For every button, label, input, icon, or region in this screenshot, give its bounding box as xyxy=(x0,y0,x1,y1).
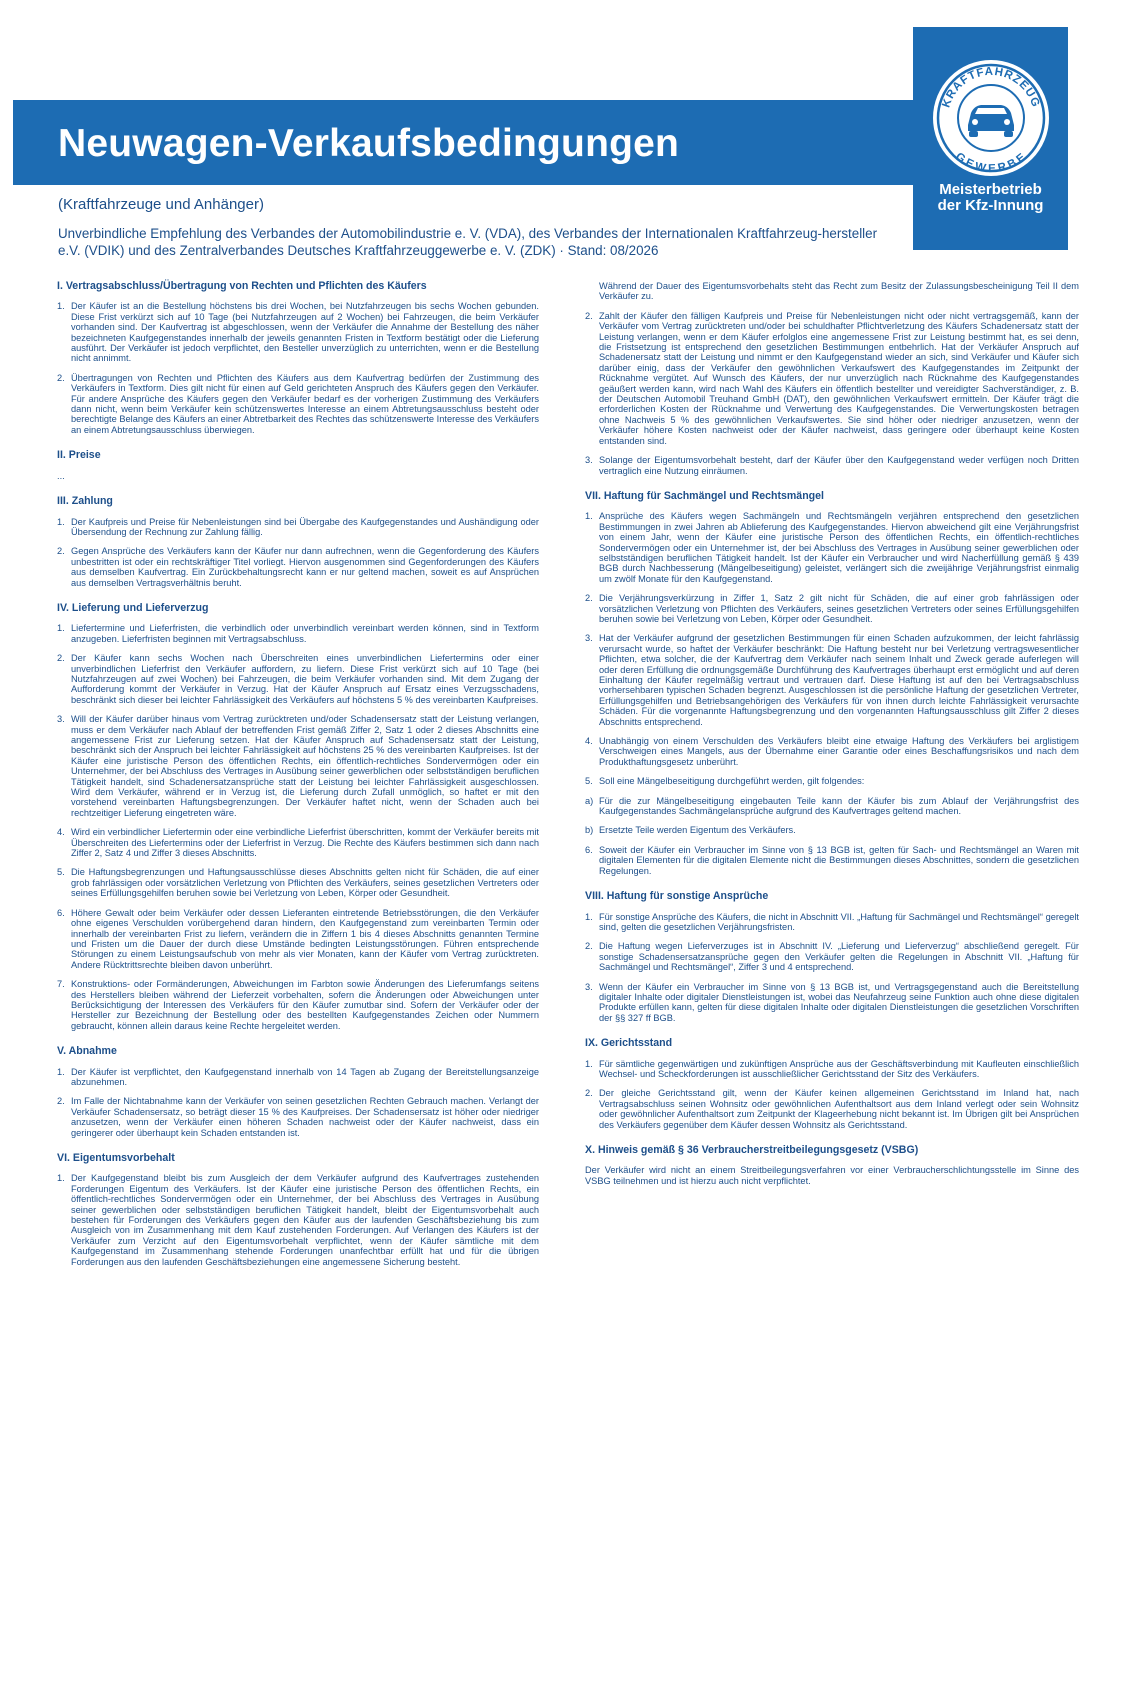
list-item: 1. Der Kaufpreis und Preise für Nebenleistungen sind bei Übergabe des Kaufgegenstandes und Aushändigung oder Übersendung der Rechnung zur Zahlung fällig. xyxy=(57,516,539,537)
left-column xyxy=(57,281,539,1282)
section-1 xyxy=(57,281,539,435)
section-6 xyxy=(57,1153,539,1267)
list-item: 2. Der gleiche Gerichtsstand gilt, wenn der Käufer keinen allgemeinen Gerichtsstand im Inland hat, nach Vertragsabschluss seinen Wohnsitz oder gewöhnlichen Aufenthaltsort aus dem Inland verlegt oder sein Wohnsitz oder gewöhnlicher Aufenthaltsort zum Zeitpunkt der Klageerhebung nicht bekannt ist. Im Übrigen gilt bei Ansprüchen des Verkäufers gegenüber dem Käufer dessen Wohnsitz als Gerichtsstand. xyxy=(585,1088,1079,1130)
list-item: Während der Dauer des Eigentumsvorbehalts steht das Recht zum Besitz der Zulassungsbescheinigung Teil II dem Verkäufer zu. xyxy=(599,281,1079,302)
section-heading: IX. Gerichtsstand xyxy=(585,1037,673,1050)
section-heading: VII. Haftung für Sachmängel und Rechtsmängel xyxy=(585,489,824,502)
list-item: 2. Im Falle der Nichtabnahme kann der Verkäufer von seinen gesetzlichen Rechten Gebrauch machen. Verlangt der Verkäufer Schadensersatz, so beträgt dieser 15 % des Kaufpreises. Der Schadensersatz ist höher oder niedriger anzusetzen, wenn der Verkäufer einen höheren Schaden nachweist oder der Käufer nachweist, dass ein geringerer oder überhaupt kein Schaden entstanden ist. xyxy=(57,1096,539,1138)
list-item: 2. Zahlt der Käufer den fälligen Kaufpreis und Preise für Nebenleistungen nicht oder nicht vertragsgemäß, kann der Verkäufer vom Vertrag zurücktreten und/oder bei schuldhafter Pflichtverletzung des Käufers Schadenersatz statt der Leistung verlangen, wenn er dem Käufer erfolglos eine angemessene Frist zur Leistung bestimmt hat, es sei denn, die Fristsetzung ist entsprechend den gesetzlichen Bestimmungen entbehrlich. Hat der Verkäufer Anspruch auf Schadenersatz statt der Leistung und nimmt er den Kaufgegenstand wieder an sich, sind Verkäufer und Käufer sich darüber einig, dass der Verkäufer den gewöhnlichen Verkaufswert des Kaufgegenstandes im Zeitpunkt der Rücknahme vergütet. Auf Wunsch des Käufers, der nur unverzüglich nach Rücknahme des Kaufgegenstandes geäußert werden kann, wird nach Wahl des Käufers ein öffentlich bestellter und vereidigter Sachverständiger, z. B. der Deutschen Automobil Treuhand GmbH (DAT), den gewöhnlichen Verkaufswert ermitteln. Der Käufer trägt die erforderlichen Kosten der Rücknahme und Verwertung des Kaufgegenstandes. Die Verwertungskosten betragen ohne Nachweis 5 % des gewöhnlichen Verkaufswertes. Sie sind höher oder niedriger anzusetzen, wenn der Verkäufer höhere Kosten nachweist oder der Käufer nachweist, dass geringere oder überhaupt keine Kosten entstanden sind. xyxy=(585,310,1079,446)
list-item: 1. Für sonstige Ansprüche des Käufers, die nicht in Abschnitt VII. „Haftung für Sachmängel und Rechtsmängel“ geregelt sind, gelten die gesetzlichen Verjährungsfristen. xyxy=(585,911,1079,932)
list-item: 4. Unabhängig von einem Verschulden des Verkäufers bleibt eine etwaige Haftung des Verkäufers bei arglistigem Verschweigen eines Mangels, aus der Übernahme einer Garantie oder eines Beschaffungsrisikos und nach dem Produkthaftungsgesetz unberührt. xyxy=(585,736,1079,767)
page-title: Neuwagen-Verkaufsbedingungen xyxy=(58,122,680,165)
list-item: 5. Soll eine Mängelbeseitigung durchgeführt werden, gilt folgendes: xyxy=(585,776,865,787)
list-item: 3. Will der Käufer darüber hinaus vom Vertrag zurücktreten und/oder Schadensersatz statt der Leistung verlangen, muss er dem Verkäufer nach Ablauf der betreffenden Frist gemäß Ziffer 2, Satz 1 oder 2 dieses Abschnitts eine angemessene Frist zur Lieferung setzen. Hat der Käufer Anspruch auf Schadensersatz statt der Leistung, beschränkt sich der Anspruch bei leichter Fahrlässigkeit auf höchstens 25 % des vereinbarten Kaufpreises. Ist der Käufer eine juristische Person des öffentlichen Rechts, ein öffentlich-rechtliches Sondervermögen oder ein Unternehmer, der bei Abschluss des Vertrages in Ausübung seiner gewerblichen oder selbstständigen beruflichen Tätigkeit handelt, sind Schadenersatzansprüche statt der Leistung bei leichter Fahrlässigkeit ausgeschlossen. Wird dem Verkäufer, während er in Verzug ist, die Lieferung durch Zufall unmöglich, so haftet er mit den vorstehend vereinbarten Haftungsbegrenzungen. Der Verkäufer haftet nicht, wenn der Schaden auch bei rechtzeitiger Lieferung eingetreten wäre. xyxy=(57,714,539,818)
section-heading: VI. Eigentumsvorbehalt xyxy=(57,1152,175,1164)
badge-line-2: der Kfz-Innung xyxy=(937,197,1044,214)
title-banner xyxy=(13,100,913,185)
list-item: 4. Wird ein verbindlicher Liefertermin oder eine verbindliche Lieferfrist überschritten, kommt der Verkäufer bereits mit Überschreiten des Liefertermins oder der Lieferfrist in Verzug. Die Rechte des Käufers bestimmen sich dann nach Ziffer 2, Satz 4 und Ziffer 3 dieses Abschnitts. xyxy=(57,827,539,859)
list-item: 1. Der Käufer ist an die Bestellung höchstens bis drei Wochen, bei Nutzfahrzeugen bis sechs Wochen gebunden. Diese Frist verkürzt sich auf 10 Tage (bei Nutzfahrzeugen auf 2 Wochen) bei Fahrzeugen, die beim Verkäufer vorhanden sind. Der Kaufvertrag ist abgeschlossen, wenn der Verkäufer die Annahme der Bestellung des näher bezeichneten Kaufgegenstandes innerhalb der jeweils genannten Fristen in Textform bestätigt oder die Lieferung ausführt. Der Verkäufer ist jedoch verpflichtet, den Besteller unverzüglich zu unterrichten, wenn er die Bestellung nicht annimmt. xyxy=(57,301,539,364)
seal-text-bottom: GEWERBE xyxy=(952,150,1030,176)
paragraph: Der Verkäufer wird nicht an einem Streitbeilegungsverfahren vor einer Verbraucherschlichtungsstelle im Sinne des VSBG teilnehmen und ist hierzu auch nicht verpflichtet. xyxy=(585,1165,1079,1186)
section-heading: II. Preise xyxy=(57,449,101,462)
list-item: 1. Der Kaufgegenstand bleibt bis zum Ausgleich der dem Verkäufer aufgrund des Kaufvertrages zustehenden Forderungen Eigentum des Verkäufers. Ist der Käufer eine juristische Person des öffentlichen Rechts, ein öffentlich-rechtliches Sondervermögen oder ein Unternehmer, der bei Abschluss des Vertrages in Ausübung seiner gewerblichen oder selbstständigen beruflichen Tätigkeit handelt, bleibt der Eigentumsvorbehalt auch bestehen für Forderungen des Verkäufers gegen den Käufer aus der laufenden Geschäftsbeziehung bis zum Ausgleich von im Zusammenhang mit dem Kauf zustehenden Forderungen. Auf Verlangen des Käufers ist der Verkäufer zum Verzicht auf den Eigentumsvorbehalt verpflichtet, wenn der Käufer sämtliche mit dem Kaufgegenstand im Zusammenhang stehende Forderungen unanfechtbar erfüllt hat und für die übrigen Forderungen aus den laufenden Geschäftsbeziehungen eine angemessene Sicherung besteht. xyxy=(57,1173,539,1267)
list-item: 1. Für sämtliche gegenwärtigen und zukünftigen Ansprüche aus der Geschäftsverbindung mit Kaufleuten einschließlich Wechsel- und Scheckforderungen ist ausschließlicher Gerichtsstand der Sitz des Verkäufers. xyxy=(585,1058,1079,1079)
guild-seal xyxy=(913,27,1068,250)
list-item: b) Ersetzte Teile werden Eigentum des Verkäufers. xyxy=(585,825,796,836)
list-item: 2. Übertragungen von Rechten und Pflichten des Käufers aus dem Kaufvertrag bedürfen der Zustimmung des Verkäufers in Textform. Dies gilt nicht für einen auf Geld gerichteten Anspruch des Käufers gegen den Verkäufer. Für andere Ansprüche des Käufers gegen den Verkäufer bedarf es der vorherigen Zustimmung des Verkäufers dann nicht, wenn beim Verkäufer kein schützenswertes Interesse an einem Abtretungsausschluss besteht oder berechtigte Belange des Käufers an einer Abtretbarkeit des Rechtes das schützenswerte Interesse des Verkäufers an einem Abtretungsausschluss überwiegen. xyxy=(57,372,539,435)
section-4 xyxy=(57,603,539,1031)
section-8 xyxy=(585,891,1079,1023)
section-3 xyxy=(57,496,539,588)
list-item: 6. Soweit der Käufer ein Verbraucher im Sinne von § 13 BGB ist, gelten für Sach- und Rechtsmängel an Waren mit digitalen Elementen für die digitalen Elemente nicht die Bestimmungen dieses Abschnittes, sondern die gesetzlichen Regelungen. xyxy=(585,844,1079,876)
intro-text: Unverbindliche Empfehlung des Verbandes der Automobilindustrie e. V. (VDA), des Verbandes der Internationalen Kraftfahrzeug-hersteller e.V. (VDIK) und des Zentralverbandes Deutsches Kraftfahrzeuggewerbe e. V. (ZDK) · Stand: 08/2026 xyxy=(58,226,878,258)
section-2 xyxy=(57,450,539,481)
section-5 xyxy=(57,1046,539,1138)
list-item: 6. Höhere Gewalt oder beim Verkäufer oder dessen Lieferanten eintretende Betriebsstörungen, die den Verkäufer ohne eigenes Verschulden vorübergehend daran hindern, den Kaufgegenstand zum vereinbarten Termin oder innerhalb der vereinbarten Frist zu liefern, verändern die in Ziffern 1 bis 4 dieses Abschnitts genannten Termine und Fristen um die Dauer der durch diese Umstände bedingten Leistungsstörungen. Führen entsprechende Störungen zu einem Leistungsaufschub von mehr als vier Monaten, kann der Käufer vom Vertrag zurücktreten. Andere Rücktrittsrechte bleiben davon unberührt. xyxy=(57,907,539,970)
list-item: 2. Die Verjährungsverkürzung in Ziffer 1, Satz 2 gilt nicht für Schäden, die auf einer grob fahrlässigen oder vorsätzlichen Verletzung von Pflichten des Verkäufers, seines gesetzlichen Vertreters oder seines Erfüllungsgehilfen beruhen sowie bei Verletzung von Leben, Körper oder Gesundheit. xyxy=(585,593,1079,624)
list-item: 3. Solange der Eigentumsvorbehalt besteht, darf der Käufer über den Kaufgegenstand weder verfügen noch Dritten vertraglich eine Nutzung einräumen. xyxy=(585,455,1079,476)
paragraph: ... xyxy=(57,470,65,481)
list-item: 3. Wenn der Käufer ein Verbraucher im Sinne von § 13 BGB ist, und Vertragsgegenstand auch die Bereitstellung digitaler Inhalte oder digitaler Dienstleistungen ist, wobei das Neufahrzeug seine Funktion auch ohne diese digitalen Produkte erfüllen kann, gelten für diese digitalen Inhalte oder digitalen Dienstleistungen die gesetzlichen Vorschriften der §§ 327 ff BGB. xyxy=(585,981,1079,1023)
list-item: 5. Die Haftungsbegrenzungen und Haftungsausschlüsse dieses Abschnitts gelten nicht für Schäden, die auf einer grob fahrlässigen oder vorsätzlichen Verletzung von Pflichten des Verkäufers, seines gesetzlichen Vertreters oder seines Erfüllungsgehilfen beruhen sowie bei Verletzung von Leben, Körper oder Gesundheit. xyxy=(57,867,539,899)
list-item: 7. Konstruktions- oder Formänderungen, Abweichungen im Farbton sowie Änderungen des Lieferumfangs seitens des Herstellers bleiben während der Lieferzeit vorbehalten, sofern die Änderungen oder Abweichungen unter Berücksichtigung der Interessen des Verkäufers für den Käufer zumutbar sind. Sofern der Verkäufer oder der Hersteller zur Bezeichnung der Bestellung oder des bestellten Kaufgegenstandes Zeichen oder Nummern gebraucht, können allein daraus keine Rechte hergeleitet werden. xyxy=(57,979,539,1031)
subtitle: (Kraftfahrzeuge und Anhänger) xyxy=(58,196,264,213)
section-9 xyxy=(585,1038,1079,1130)
section-heading: VIII. Haftung für sonstige Ansprüche xyxy=(585,890,769,903)
section-heading: III. Zahlung xyxy=(57,495,113,508)
list-item: 2. Gegen Ansprüche des Verkäufers kann der Käufer nur dann aufrechnen, wenn die Gegenforderung des Käufers unbestritten ist oder ein rechtskräftiger Titel vorliegt. Hiervon ausgenommen sind Gegenforderungen des Käufers aus demselben Kaufvertrag. Ein Zurückbehaltungsrecht kann er nur geltend machen, soweit es auf Ansprüchen aus demselben Vertragsverhältnis beruht. xyxy=(57,546,539,588)
list-item: 1. Ansprüche des Käufers wegen Sachmängeln und Rechtsmängeln verjähren entsprechend den gesetzlichen Bestimmungen in zwei Jahren ab Ablieferung des Kaufgegenstandes. Hiervon abweichend gilt eine Verjährungsfrist von einem Jahr, wenn der Käufer eine juristische Person des öffentlichen Rechts, ein öffentlich-rechtliches Sondervermögen oder ein Unternehmer ist, der bei Abschluss des Vertrages in Ausübung seiner gewerblichen oder selbstständigen beruflichen Tätigkeit handelt. Ist der Käufer ein Verbraucher und wird Nacherfüllung gemäß § 439 BGB durch Nachbesserung (Mängelbeseitigung) geleistet, verlängert sich die zweijährige Verjährungsfrist einmalig um zwölf Monate für den Kaufgegenstand. xyxy=(585,511,1079,584)
list-item: 1. Der Käufer ist verpflichtet, den Kaufgegenstand innerhalb von 14 Tagen ab Zugang der Bereitstellungsanzeige abzunehmen. xyxy=(57,1066,539,1087)
section-7 xyxy=(585,491,1079,876)
list-item: 2. Der Käufer kann sechs Wochen nach Überschreiten eines unverbindlichen Liefertermins oder einer unverbindlichen Lieferfrist den Verkäufer auffordern, zu liefern. Diese Frist verkürzt sich auf 10 Tage (bei Nutzfahrzeugen auf zwei Wochen) bei Fahrzeugen, die beim Verkäufer vorhanden sind. Mit dem Zugang der Aufforderung kommt der Verkäufer in Verzug. Hat der Käufer Anspruch auf Ersatz eines Verzugsschadens, beschränkt sich dieser bei leichter Fahrlässigkeit des Verkäufers auf höchstens 5 % des vereinbarten Kaufpreises. xyxy=(57,653,539,705)
list-item: 1. Liefertermine und Lieferfristen, die verbindlich oder unverbindlich vereinbart werden können, sind in Textform anzugeben. Lieferfristen beginnen mit Vertragsabschluss. xyxy=(57,623,539,644)
section-heading: X. Hinweis gemäß § 36 Verbraucherstreitbeilegungsgesetz (VSBG) xyxy=(585,1144,919,1156)
list-item: 3. Hat der Verkäufer aufgrund der gesetzlichen Bestimmungen für einen Schaden aufzukommen, der leicht fahrlässig verursacht wurde, so haftet der Verkäufer beschränkt: Die Haftung besteht nur bei Verletzung vertragswesentlicher Pflichten, etwa solcher, die der Kaufvertrag dem Verkäufer nach seinem Inhalt und Zweck gerade auferlegen will oder deren Erfüllung die ordnungsgemäße Durchführung des Kaufvertrages überhaupt erst ermöglicht und auf deren Einhaltung der Käufer regelmäßig vertraut und vertrauen darf. Diese Haftung ist auf den bei Vertragsabschluss vorhersehbaren typischen Schaden begrenzt. Ausgeschlossen ist die persönliche Haftung der gesetzlichen Vertreter, Erfüllungsgehilfen und Betriebsangehörigen des Verkäufers für von ihnen durch leichte Fahrlässigkeit verursachte Schäden. Für die vorgenannte Haftungsbegrenzung und den vorgenannten Haftungsausschluss gilt Ziffer 2 dieses Abschnitts entsprechend. xyxy=(585,633,1079,727)
section-heading: I. Vertragsabschluss/Übertragung von Rechten und Pflichten des Käufers xyxy=(57,280,427,292)
section-10 xyxy=(585,1145,1079,1186)
guild-badge xyxy=(913,27,1068,250)
section-heading: IV. Lieferung und Lieferverzug xyxy=(57,601,209,614)
section-6-continued xyxy=(585,281,1079,476)
list-item: 2. Die Haftung wegen Lieferverzuges ist in Abschnitt IV. „Lieferung und Lieferverzug“ abschließend geregelt. Für sonstige Schadensersatzansprüche gegen den Verkäufer gelten die Regelungen in Abschnitt VII. „Haftung für Sachmängel und Rechtsmängel“, Ziffer 3 und 4 entsprechend. xyxy=(585,941,1079,973)
right-column xyxy=(585,281,1079,1201)
badge-line-1: Meisterbetrieb xyxy=(939,181,1042,198)
section-heading: V. Abnahme xyxy=(57,1045,117,1058)
list-item: a) Für die zur Mängelbeseitigung eingebauten Teile kann der Käufer bis zum Ablauf der Verjährungsfrist des Kaufgegenstandes Sachmängelansprüche aufgrund des Kaufvertrages geltend machen. xyxy=(585,795,1079,817)
seal-text-top: KRAFTFAHRZEUG xyxy=(940,65,1042,110)
